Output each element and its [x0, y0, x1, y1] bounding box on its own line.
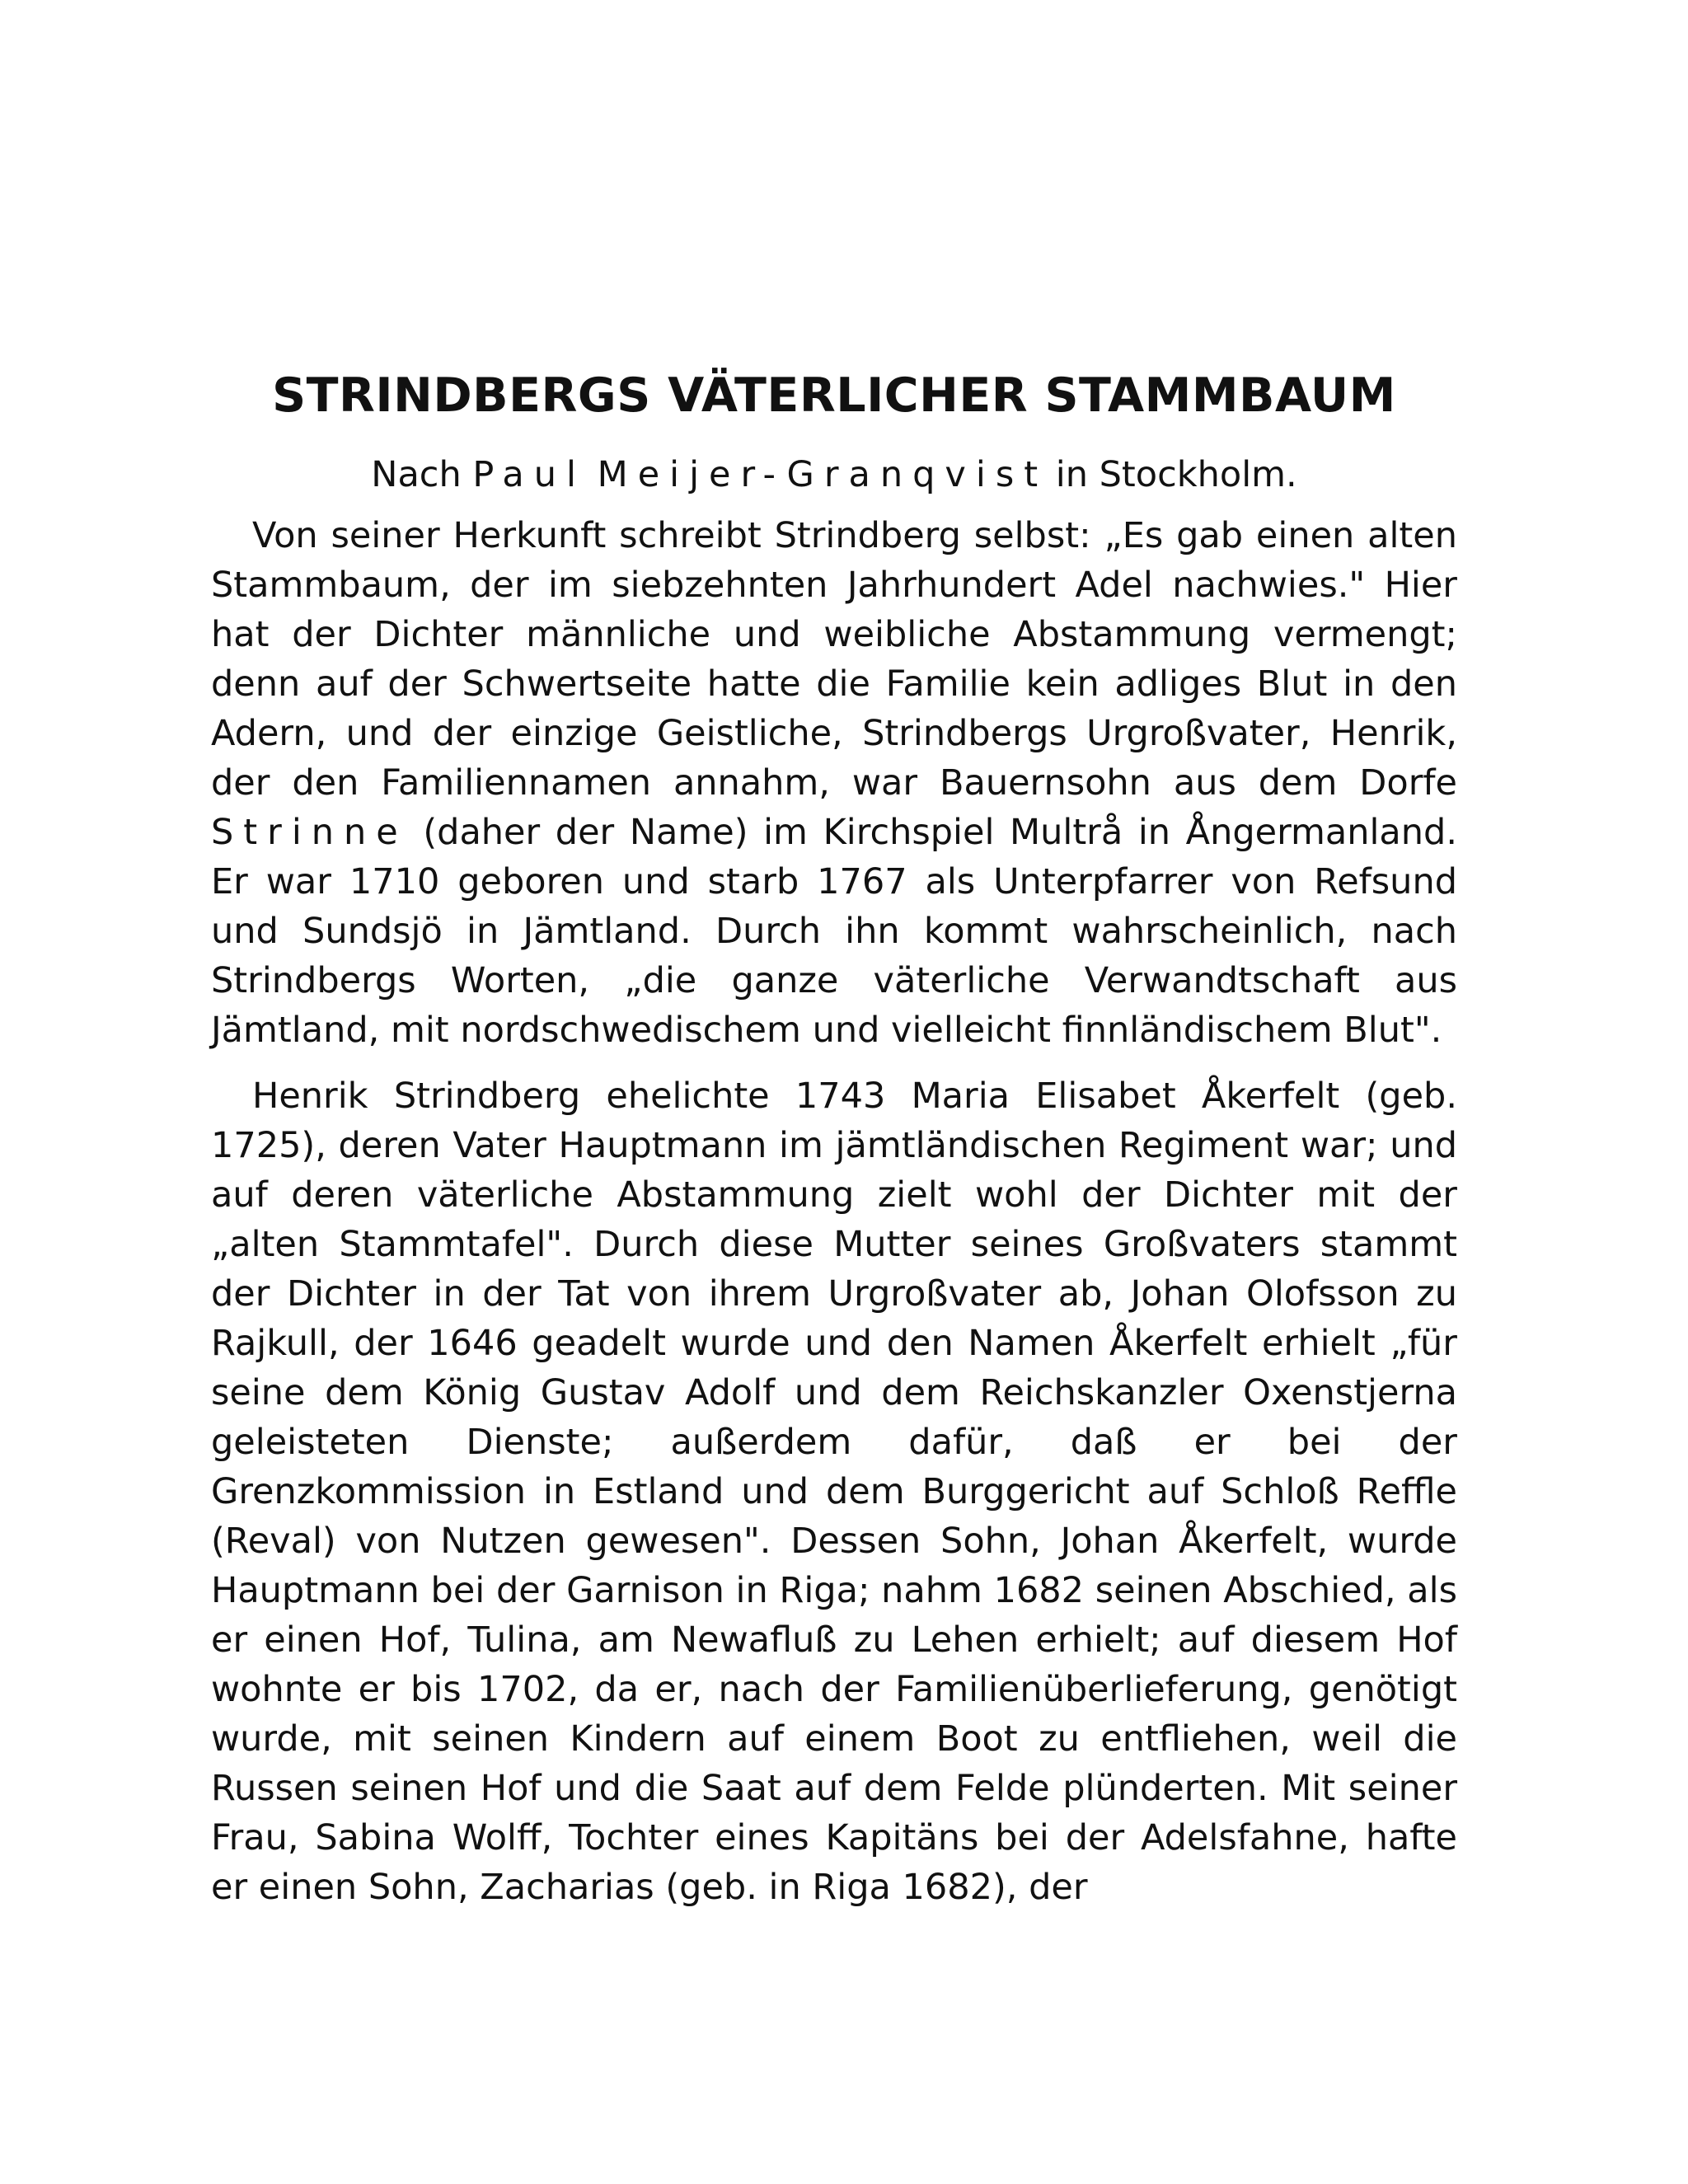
village-name-strinne: Strinne [211, 812, 408, 853]
byline [211, 450, 1457, 499]
paragraph-2: Henrik Strindberg ehelichte 1743 Maria Elisabet Åkerfelt (geb. 1725), deren Vater Hauptmann im jämtländischen Regiment war; und auf deren väterliche Abstammung zielt wohl der Dichter mit der „alten Stammtafel". Durch diese Mutter seines Großvaters stammt der Dichter in der Tat von ihrem Urgroßvater ab, Johan Olofsson zu Rajkull, der 1646 geadelt wurde und den Namen Åkerfelt erhielt „für seine dem König Gustav Adolf und dem Reichskanzler Oxenstjerna geleisteten Dienste; außerdem dafür, daß er bei der Grenzkommission in Estland und dem Burggericht auf Schloß Reffle (Reval) von Nutzen gewesen". Dessen Sohn, Johan Åkerfelt, wurde Hauptmann bei der Garnison in Riga; nahm 1682 seinen Abschied, als er einen Hof, Tulina, am Newafluß zu Lehen erhielt; auf diesem Hof wohnte er bis 1702, da er, nach der Familienüberlieferung, genötigt wurde, mit seinen Kindern auf einem Boot zu entfliehen, weil die Russen seinen Hof und die Saat auf dem Felde plünderten. Mit seiner Frau, Sabina Wolff, Tochter eines Kapitäns bei der Adelsfahne, hafte er einen Sohn, Zacharias (geb. in Riga 1682), der [211, 1076, 1457, 1908]
author-first-name: Paul [472, 454, 586, 495]
document-title: STRINDBERGS VÄTERLICHER STAMMBAUM [272, 368, 1396, 423]
byline-prefix: Nach [371, 454, 473, 495]
paragraph-1-part-1: Von seiner Herkunft schreibt Strindberg selbst: „Es gab einen alten Stammbaum, der im siebzehnten Jahrhundert Adel nachwies." Hier hat der Dichter männliche und weibliche Abstammung vermengt; denn auf der Schwertseite hatte die Familie kein adliges Blut in den Adern, und der einzige Geistliche, Strindbergs Urgroßvater, Henrik, der den Familiennamen annahm, war Bauernsohn aus dem Dorfe [211, 515, 1457, 804]
document-page [211, 363, 1457, 1929]
author-last-name: Meijer-Granqvist [597, 454, 1048, 495]
byline-suffix: in Stockholm. [1044, 454, 1297, 495]
paragraph-1-part-2: (daher der Name) im Kirchspiel Multrå in Ångermanland. Er war 1710 geboren und starb 1767 als Unterpfarrer von Refsund und Sundsjö in Jämtland. Durch ihn kommt wahrscheinlich, nach Strindbergs Worten, „die ganze väterliche Verwandtschaft aus Jämtland, mit nordschwedischem und vielleicht finnländischem Blut". [211, 812, 1457, 1051]
paragraph-1 [211, 511, 1457, 1055]
